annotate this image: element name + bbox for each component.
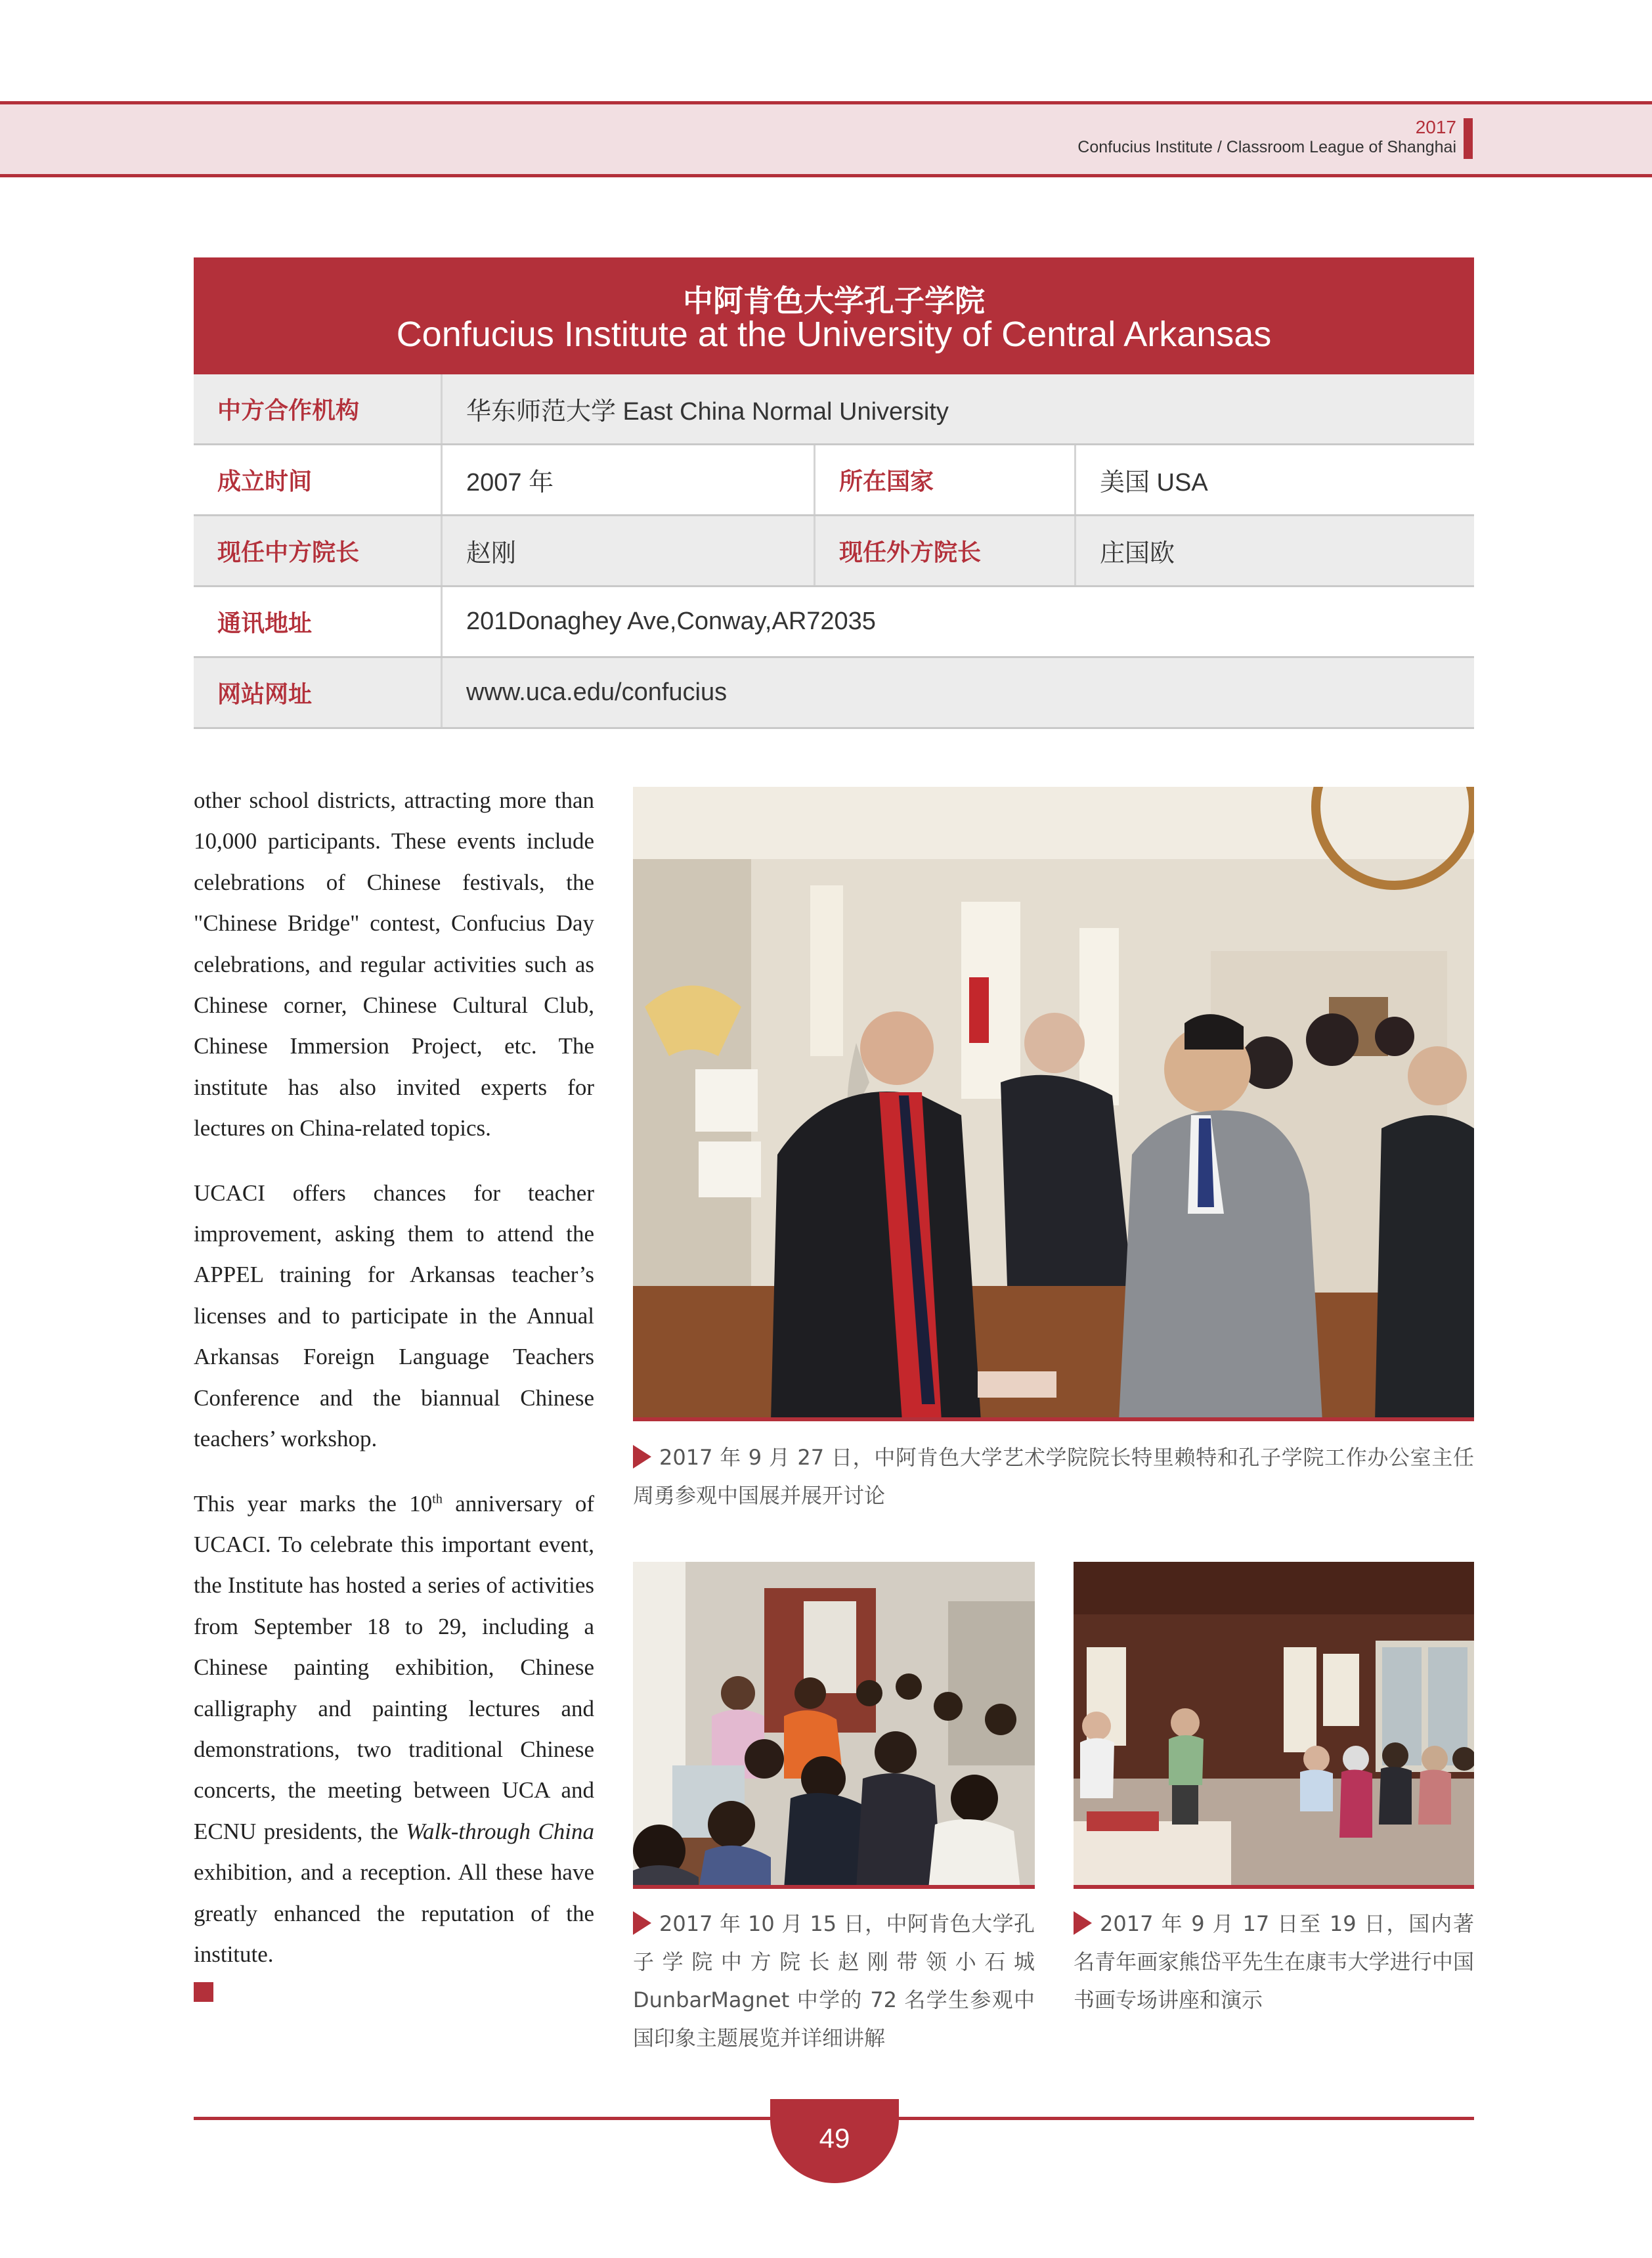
info-table [194,374,1474,729]
website-label: 网站网址 [217,681,313,708]
photo-underline [633,1885,1035,1889]
country-value: 美国 USA [1100,469,1208,497]
address-label: 通讯地址 [217,610,313,637]
header-year: 2017 [1415,117,1456,137]
address-value: 201Donaghey Ave,Conway,AR72035 [466,608,876,635]
photo-painting-lecture [1074,1562,1474,1889]
title-english: Confucius Institute at the University of Central Arkansas [396,315,1272,354]
paragraph-3-text: exhibition, and a reception. All these have greatly enhanced the reputation of the institute. [194,1859,594,1967]
paragraph-1: other school districts, attracting more than 10,000 participants. These events include celebrations of Chinese festivals, the "Chinese Bridge" contest, Confucius Day celebrations, and regular activities such as Chinese corner, Chinese Cultural Club, Chinese Immersion Project, etc. The institute has also invited experts for lectures on China-related topics. [194,787,594,1141]
photo-students-visit [633,1562,1035,1889]
caption-painting-lecture [1074,1905,1474,2019]
header-subtitle: Confucius Institute / Classroom League of Shanghai [1077,138,1456,156]
table-row [194,658,1474,729]
table-row [194,516,1474,587]
article-body [194,780,594,1999]
founded-label: 成立时间 [217,468,313,495]
caption-text: 2017 年 10 月 15 日，中阿肯色大学孔子学院中方院长赵刚带领小石城 DunbarMagnet 中学的 72 名学生参观中国印象主题展览并详细讲解 [633,1911,1035,2050]
header-accent-bar [1464,118,1473,159]
caption-arrow-icon [633,1911,651,1935]
paragraph-2: UCACI offers chances for teacher improvement, asking them to attend the APPEL training for Arkansas teacher’s licenses and to participate in the Annual Arkansas Foreign Language Teachers Conference and the biannual Chinese teachers’ workshop. [194,1180,594,1452]
table-row [194,445,1474,516]
paragraph-3 [194,1484,594,1976]
end-mark [194,1982,213,2002]
caption-students-visit [633,1905,1035,2057]
title-chinese: 中阿肯色大学孔子学院 [683,283,985,319]
institute-title-box [194,257,1474,374]
country-label: 所在国家 [839,468,934,495]
photo-underline [633,1417,1474,1421]
photo-underline [1074,1885,1474,1889]
caption-text: 2017 年 9 月 17 日至 19 日，国内著名青年画家熊岱平先生在康韦大学进行中国书画专场讲座和演示 [1074,1911,1474,2012]
page-number: 49 [819,2123,850,2154]
photo-exhibition-discussion [633,787,1474,1421]
caption-text: 2017 年 9 月 27 日，中阿肯色大学艺术学院院长特里赖特和孔子学院工作办公室主任周勇参观中国展并展开讨论 [633,1445,1474,1508]
paragraph-3-text: anniversary of UCACI. To celebrate this important event, the Institute has hosted a series of activities from September 18 to 29, including a Chinese painting exhibition, Chinese calligraphy and painting lectures and demonstrations, two traditional Chinese concerts, the meeting between UCA and ECNU presidents, the [194,1490,594,1844]
partner-value: 华东师范大学 East China Normal University [466,398,949,426]
table-row [194,374,1474,445]
paragraph-3-text: This year marks the 10 [194,1490,433,1516]
cn-director-value: 赵刚 [466,540,517,567]
foreign-director-label: 现任外方院长 [839,539,982,566]
table-row [194,587,1474,658]
caption-arrow-icon [633,1445,651,1469]
exhibition-name: Walk-through China [406,1818,594,1844]
ordinal-suffix: th [432,1491,443,1506]
founded-value: 2007 年 [466,469,554,497]
partner-label: 中方合作机构 [217,397,360,424]
foreign-director-value: 庄国欧 [1100,540,1175,567]
caption-exhibition-discussion [633,1438,1474,1515]
website-link[interactable]: www.uca.edu/confucius [466,678,728,706]
caption-arrow-icon [1074,1911,1092,1935]
cn-director-label: 现任中方院长 [217,539,360,566]
